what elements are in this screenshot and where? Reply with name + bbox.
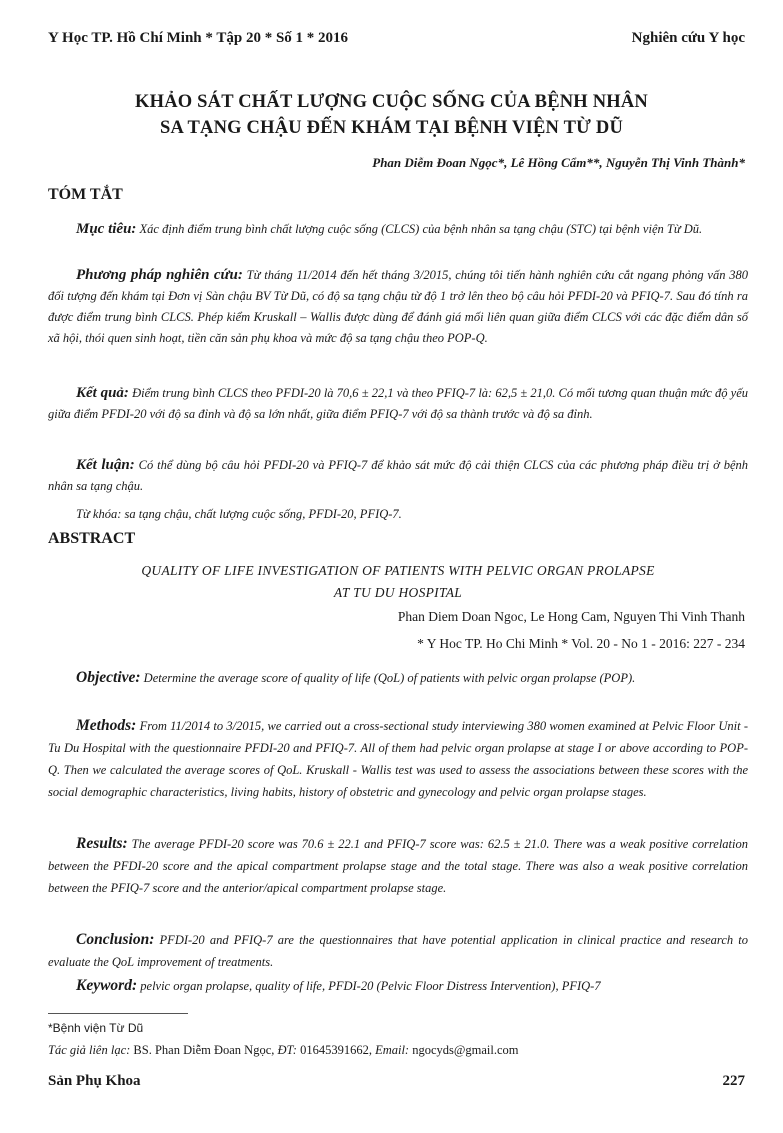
footnote-contact-name: BS. Phan Diễm Đoan Ngọc, <box>133 1043 275 1057</box>
text-keyword: pelvic organ prolapse, quality of life, PFDI-20 (Pelvic Floor Distress Intervention), PFIQ-7 <box>140 979 601 993</box>
label-ket-qua: Kết quả: <box>76 385 129 401</box>
tomtat-objective <box>48 219 748 240</box>
authors-english: Phan Diem Doan Ngoc, Le Hong Cam, Nguyen Thi Vinh Thanh <box>397 609 745 624</box>
abstract-keyword <box>48 975 748 997</box>
citation: * Y Hoc TP. Ho Chi Minh * Vol. 20 - No 1 - 2016: 227 - 234 <box>417 636 745 651</box>
running-header-journal: Y Học TP. Hồ Chí Minh * Tập 20 * Số 1 * 2016 <box>48 30 349 46</box>
label-methods: Methods: <box>76 717 137 734</box>
section-heading-abstract: ABSTRACT <box>48 530 136 547</box>
text-methods: From 11/2014 to 3/2015, we carried out a cross-sectional study interviewing 380 women examined at Pelvic Floor Unit - Tu Du Hospital with the questionnaire PFDI-20 and PFIQ-7. All of them had pelvic organ prolapse at stage I or above according to POP-Q. Then we calculated the average scores of QoL. Kruskall - Wallis test was used to assess the associations between these scores with the social demographic characteristics, living habits, history of obstetric and gynecology and pelvic organ prolapse stages. <box>48 719 749 799</box>
text-objective: Determine the average score of quality of life (QoL) of patients with pelvic organ prolapse (POP). <box>143 671 636 685</box>
footnote-phone: 01645391662, <box>300 1043 372 1057</box>
footnote-contact-label: Tác giả liên lạc: <box>48 1043 131 1057</box>
footnote-email-label: Email: <box>375 1043 410 1057</box>
text-results: The average PFDI-20 score was 70.6 ± 22.1 and PFIQ-7 score was: 62.5 ± 21.0. There was a weak positive correlation between the PFDI-20 score and the apical compartment prolapse stage and the total stage. There was also a weak positive correlation between the PFIQ-7 score and the anterior/apical compartment prolapse stage. <box>48 837 749 895</box>
label-results: Results: <box>76 835 128 852</box>
tomtat-methods <box>48 265 748 349</box>
tomtat-results <box>48 383 748 425</box>
label-muc-tieu: Mục tiêu: <box>76 221 137 237</box>
abstract-results <box>48 833 748 899</box>
text-tu-khoa: sa tạng chậu, chất lượng cuộc sống, PFDI-20, PFIQ-7. <box>124 507 402 521</box>
section-heading-tomtat: TÓM TẮT <box>48 186 123 203</box>
footnote-email[interactable]: ngocyds@gmail.com <box>412 1043 519 1057</box>
article-title-line2: SA TẠNG CHẬU ĐẾN KHÁM TẠI BỆNH VIỆN TỪ DŨ <box>159 118 624 138</box>
text-conclusion: PFDI-20 and PFIQ-7 are the questionnaires that have potential application in clinical practice and research to evaluate the QoL improvement of treatments. <box>48 933 749 969</box>
label-ket-luan: Kết luận: <box>76 457 135 473</box>
text-ket-qua: Điểm trung bình CLCS theo PFDI-20 là 70,6 ± 22,1 và theo PFIQ-7 là: 62,5 ± 21,0. Có mối tương quan thuận mức độ yếu giữa điểm PFDI-20 với độ sa đỉnh và độ sa lớn nhất, giữa điểm PFIQ-7 với độ sa thành trước và độ sa đỉnh. <box>48 386 748 421</box>
authors-vietnamese: Phan Diễm Đoan Ngọc*, Lê Hồng Cẩm**, Nguyễn Thị Vinh Thành* <box>372 155 745 170</box>
abstract-objective <box>48 667 748 689</box>
footnote-contact <box>48 1043 519 1058</box>
footnote-phone-label: ĐT: <box>277 1043 297 1057</box>
text-ket-luan: Có thể dùng bộ câu hỏi PFDI-20 và PFIQ-7 để khảo sát mức độ cải thiện CLCS của các phương pháp điều trị ở bệnh nhân sa tạng chậu. <box>48 458 749 493</box>
english-title-line2: AT TU DU HOSPITAL <box>333 585 463 600</box>
label-tu-khoa: Từ khóa: <box>76 507 122 521</box>
abstract-conclusion <box>48 929 748 973</box>
text-muc-tieu: Xác định điểm trung bình chất lượng cuộc sống (CLCS) của bệnh nhân sa tạng chậu (STC) tại bệnh viện Từ Dũ. <box>139 222 703 236</box>
english-title-line1: QUALITY OF LIFE INVESTIGATION OF PATIENTS WITH PELVIC ORGAN PROLAPSE <box>141 563 655 578</box>
page-number: 227 <box>722 1073 745 1089</box>
abstract-methods <box>48 715 748 803</box>
running-footer-section: Sản Phụ Khoa <box>48 1073 141 1089</box>
label-phuong-phap: Phương pháp nghiên cứu: <box>76 267 243 283</box>
footnote-divider <box>48 1013 188 1014</box>
running-header-section: Nghiên cứu Y học <box>631 30 745 46</box>
label-objective: Objective: <box>76 669 141 686</box>
label-keyword: Keyword: <box>76 977 138 994</box>
tomtat-keywords <box>48 504 748 525</box>
footnote-affiliation: *Bệnh viện Từ Dũ <box>48 1021 144 1035</box>
tomtat-conclusion <box>48 455 748 497</box>
article-title-line1: KHẢO SÁT CHẤT LƯỢNG CUỘC SỐNG CỦA BỆNH NHÂN <box>135 92 648 112</box>
text-phuong-phap: Từ tháng 11/2014 đến hết tháng 3/2015, chúng tôi tiến hành nghiên cứu cắt ngang phỏng vấn 380 đối tượng đến khám tại Đơn vị Sàn chậu BV Từ Dũ, có độ sa tạng chậu từ độ 1 trở lên theo bộ câu hỏi PFDI-20 và PFIQ-7. Sau đó tính ra được điểm trung bình CLCS. Phép kiểm Kruskall – Wallis được dùng để đánh giá mối liên quan giữa điểm CLCS với các đặc điểm dân số xã hội, thói quen sinh hoạt, tiền căn sản phụ khoa và mức độ sa tạng chậu theo POP-Q. <box>48 268 749 345</box>
label-conclusion: Conclusion: <box>76 931 155 948</box>
